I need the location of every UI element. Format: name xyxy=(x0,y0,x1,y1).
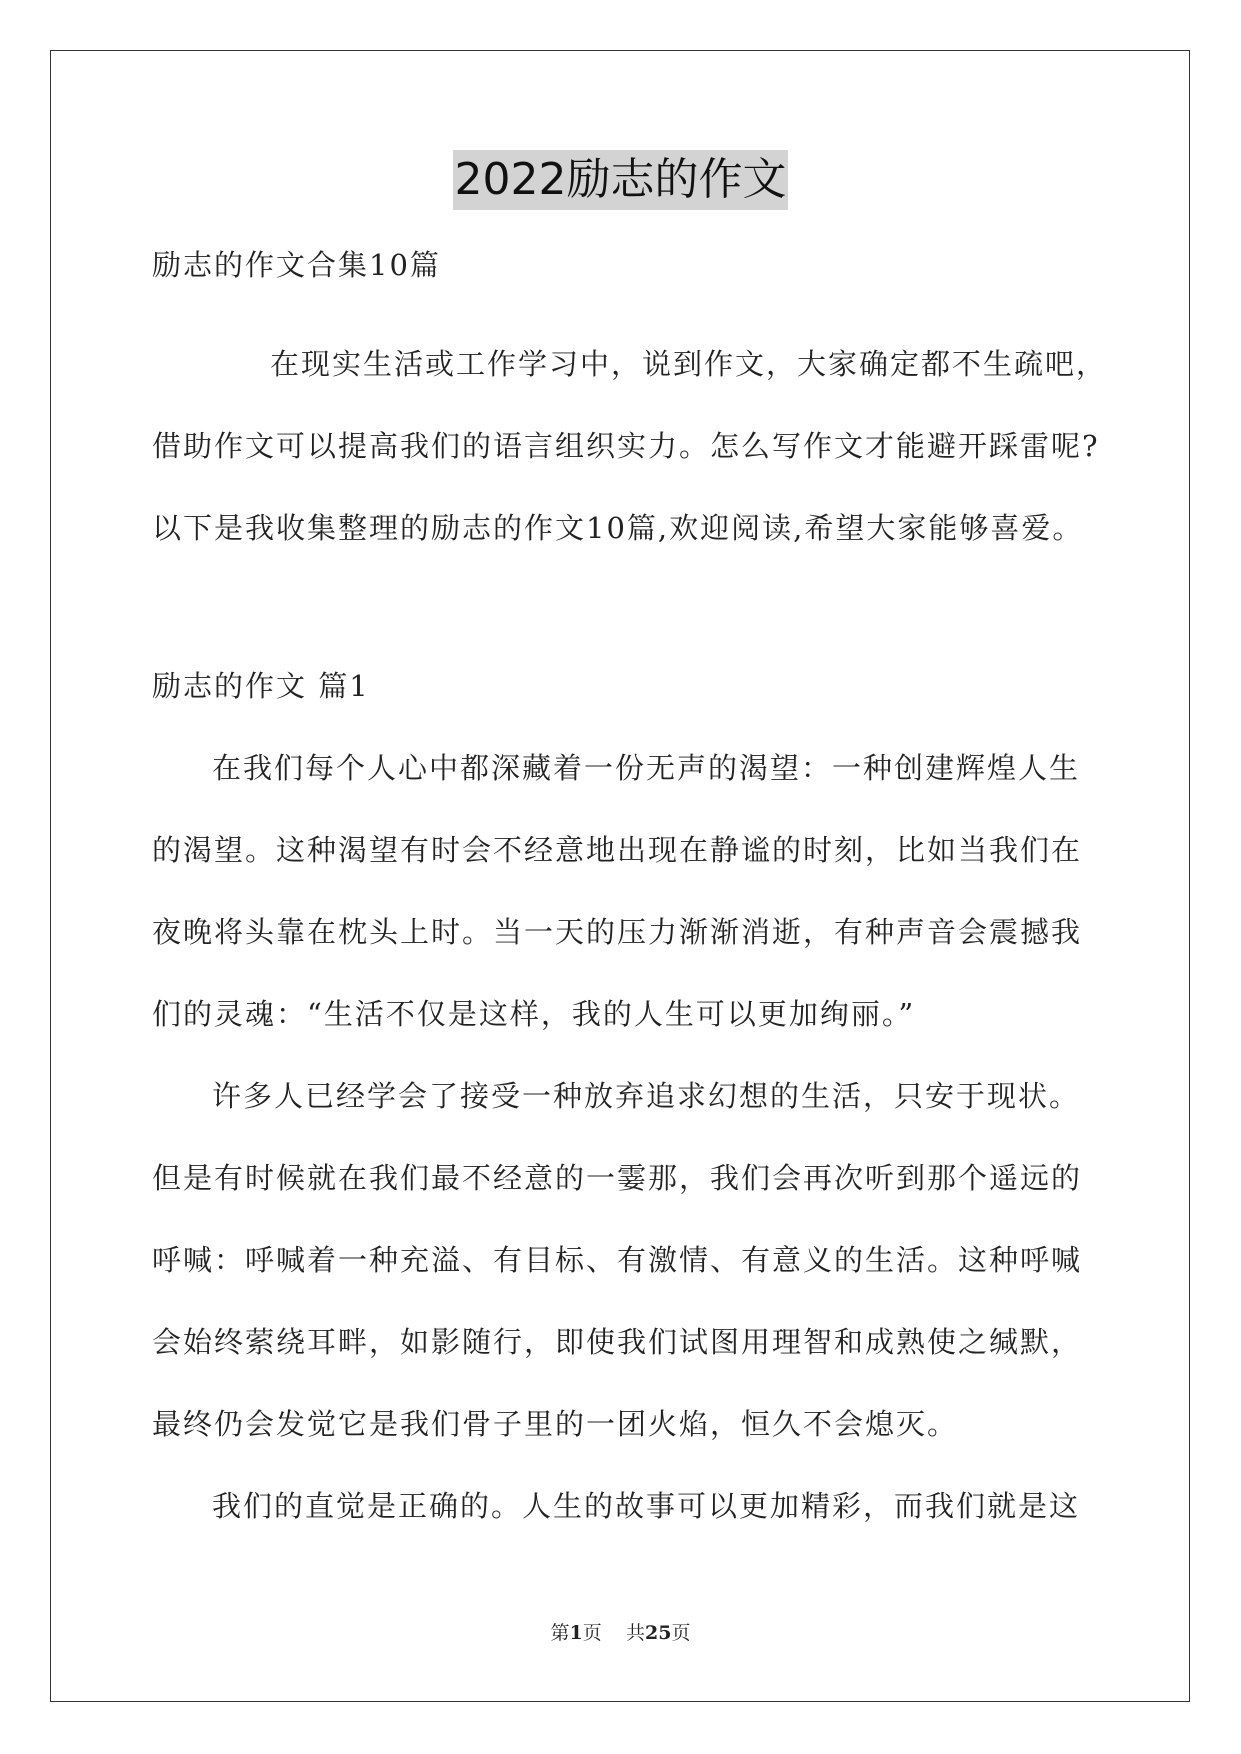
intro-line-1: 在现实生活或工作学习中，说到作文，大家确定都不生疏吧， xyxy=(270,347,1108,381)
intro-line-2: 借助作文可以提高我们的语言组织实力。怎么写作文才能避开踩雷呢? xyxy=(152,429,1100,463)
paragraph-line: 呼喊：呼喊着一种充溢、有目标、有激情、有意义的生活。这种呼喊 xyxy=(152,1243,1083,1277)
title-wrap xyxy=(0,150,1241,210)
paragraph-line: 会始终萦绕耳畔，如影随行，即使我们试图用理智和成熟使之缄默， xyxy=(152,1325,1083,1359)
paragraph-line: 最终仍会发觉它是我们骨子里的一团火焰，恒久不会熄灭。 xyxy=(152,1407,959,1441)
document-title: 2022励志的作文 xyxy=(453,150,789,210)
page-prefix: 第 xyxy=(550,1622,570,1644)
paragraph-line: 但是有时候就在我们最不经意的一霎那，我们会再次听到那个遥远的 xyxy=(152,1161,1083,1195)
total-pages: 25 xyxy=(644,1622,672,1644)
intro-line-3: 以下是我收集整理的励志的作文10篇,欢迎阅读,希望大家能够喜爱。 xyxy=(152,511,1084,545)
total-suffix: 页 xyxy=(671,1622,691,1644)
paragraph-line: 在我们每个人心中都深藏着一份无声的渴望：一种创建辉煌人生 xyxy=(212,751,1081,785)
paragraph-line: 们的灵魂：“生活不仅是这样，我的人生可以更加绚丽。” xyxy=(152,997,916,1031)
paragraph-line: 夜晚将头靠在枕头上时。当一天的压力渐渐消逝，有种声音会震撼我 xyxy=(152,915,1083,949)
page-number: 1 xyxy=(569,1622,583,1644)
page-border xyxy=(50,50,1190,1702)
page-footer xyxy=(0,1618,1241,1645)
paragraph-line: 我们的直觉是正确的。人生的故事可以更加精彩，而我们就是这 xyxy=(212,1489,1081,1523)
total-prefix: 共 xyxy=(625,1622,645,1644)
document-subtitle: 励志的作文合集10篇 xyxy=(152,248,441,282)
paragraph-line: 许多人已经学会了接受一种放弃追求幻想的生活，只安于现状。 xyxy=(212,1079,1081,1113)
page-suffix: 页 xyxy=(582,1622,602,1644)
paragraph-line: 的渴望。这种渴望有时会不经意地出现在静谧的时刻，比如当我们在 xyxy=(152,833,1083,867)
section-heading: 励志的作文 篇1 xyxy=(152,669,370,703)
